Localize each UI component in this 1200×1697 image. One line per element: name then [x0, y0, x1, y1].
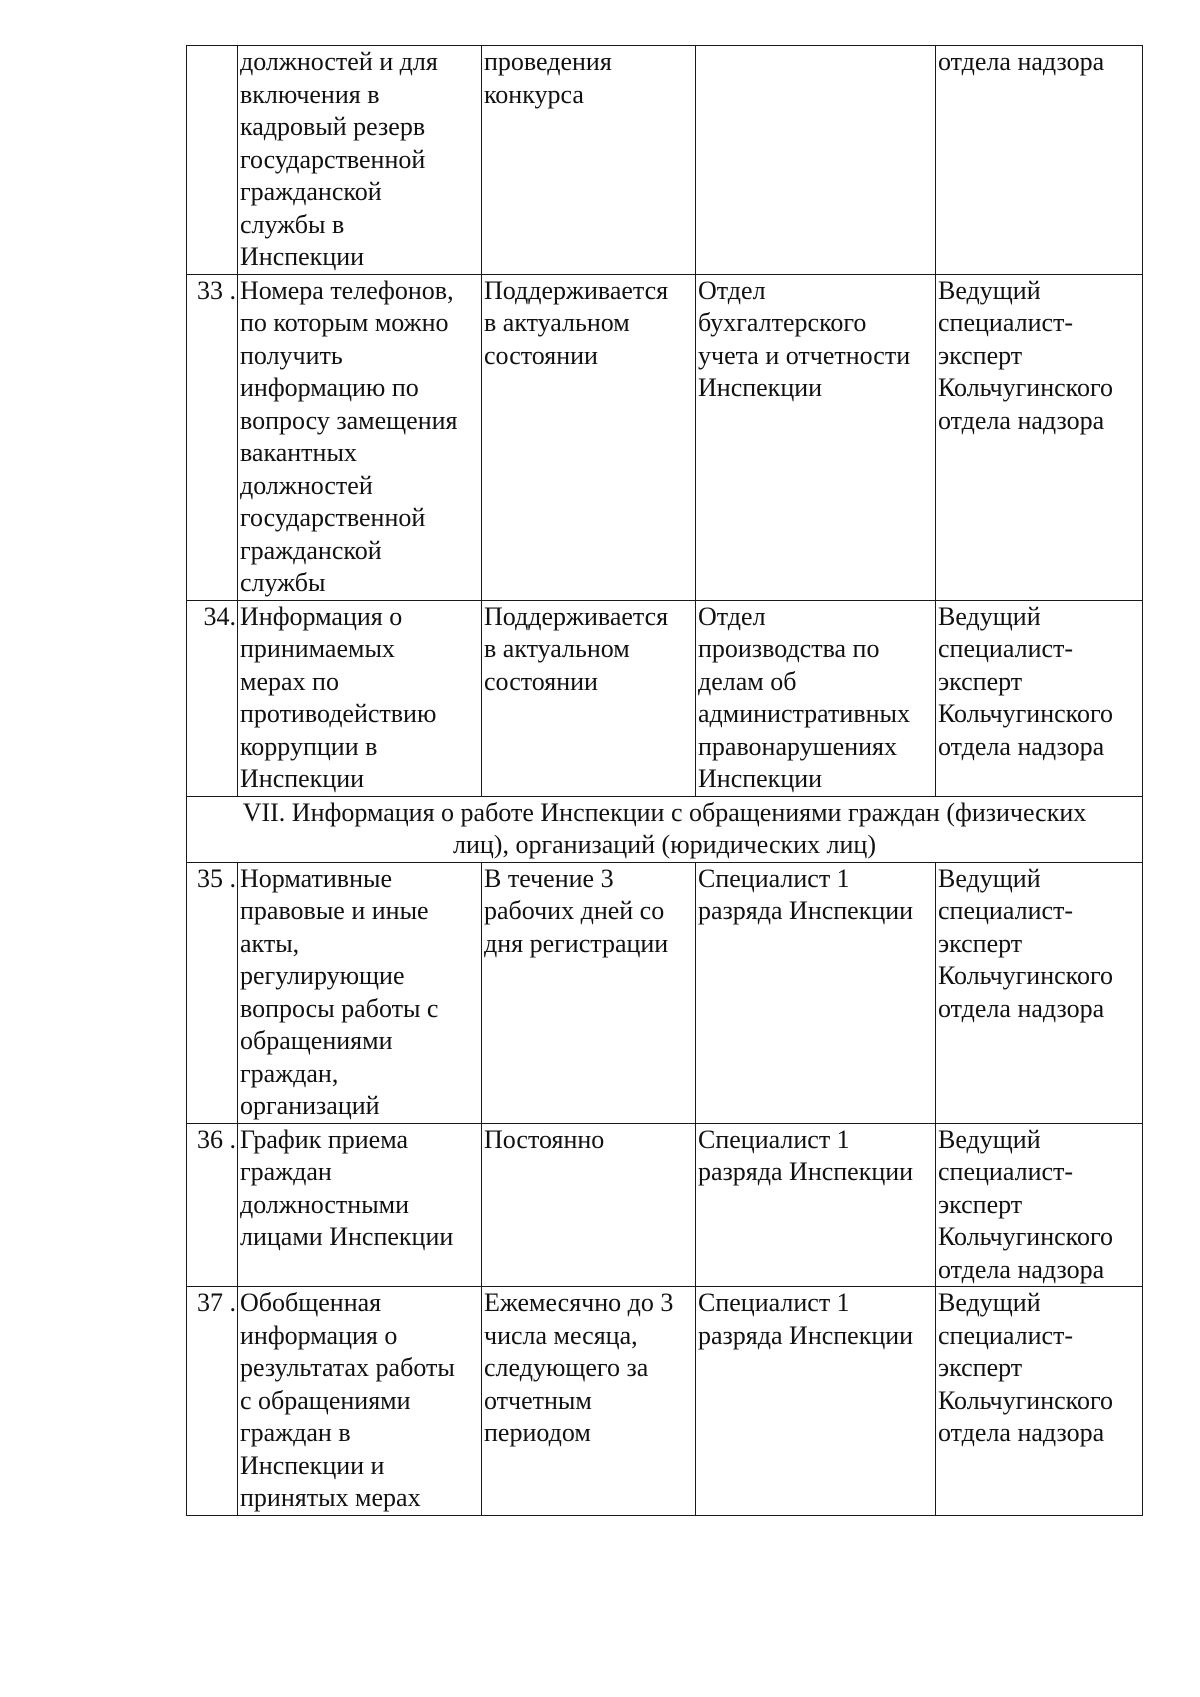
cell-text-line: должностей [240, 470, 373, 500]
responsible-dept-cell [696, 274, 936, 600]
cell-text-line: отдела надзора [938, 1418, 1105, 1447]
cell-text-line: получить [240, 340, 343, 370]
schedule-cell [482, 274, 696, 600]
cell-text-line: государственной [240, 503, 426, 532]
cell-text-line: с обращениями [240, 1385, 411, 1415]
cell-text-line: бухгалтерского [698, 308, 867, 337]
item-cell [238, 1287, 482, 1516]
cell-text-line: производства по [698, 634, 880, 663]
section-heading-row [187, 796, 1143, 862]
schedule-cell [482, 600, 696, 796]
schedule-cell [482, 1123, 696, 1287]
cell-text-line: в актуальном [484, 308, 630, 337]
cell-text-line: должностей и для [240, 47, 438, 76]
publisher-cell [936, 46, 1143, 275]
cell-text-line: Ежемесячно до 3 [484, 1288, 674, 1317]
cell-text-line: проведения [484, 47, 612, 76]
table-body [187, 46, 1143, 1516]
cell-text-line: Информация о [240, 601, 403, 631]
cell-text-line: Номера телефонов, [240, 275, 454, 305]
cell-text-line: в актуальном [484, 634, 630, 663]
cell-text-line: отдела надзора [938, 731, 1105, 761]
cell-text-line: Кольчугинского [938, 961, 1113, 990]
row-number: 35 . [187, 862, 238, 1123]
cell-text-line: гражданской [240, 177, 382, 206]
cell-text-line: специалист- [938, 634, 1074, 663]
responsible-dept-cell [696, 1287, 936, 1516]
cell-text-line: числа месяца, [484, 1320, 638, 1350]
cell-text-line: периодом [484, 1418, 591, 1447]
cell-text-line: кадровый резерв [240, 112, 426, 141]
cell-text-line: Инспекции [240, 242, 365, 271]
row-number: 36 . [187, 1123, 238, 1287]
cell-text-line: Поддерживается [484, 275, 669, 305]
cell-text-line: лицами Инспекции [240, 1222, 454, 1251]
table-row [187, 46, 1143, 275]
cell-text-line: Ведущий [938, 1288, 1041, 1317]
cell-text-line: Отдел [698, 601, 766, 631]
table-row [187, 600, 1143, 796]
cell-text-line: отдела надзора [938, 405, 1105, 435]
cell-text-line: эксперт [938, 666, 1023, 696]
cell-text-line: службы в [240, 209, 345, 239]
cell-text-line: Ведущий [938, 601, 1041, 631]
schedule-cell [482, 1287, 696, 1516]
item-cell [238, 862, 482, 1123]
cell-text-line: Ведущий [938, 1124, 1041, 1154]
cell-text-line: отдела надзора [938, 993, 1105, 1023]
cell-text-line: по которым можно [240, 308, 449, 337]
cell-text-line: Кольчугинского [938, 1385, 1113, 1415]
cell-text-line: Инспекции [698, 764, 823, 793]
cell-text-line: дня регистрации [484, 928, 669, 958]
table-row [187, 862, 1143, 1123]
cell-text-line: правонарушениях [698, 731, 898, 761]
item-cell [238, 600, 482, 796]
schedule-cell [482, 862, 696, 1123]
cell-text-line: специалист- [938, 896, 1074, 925]
cell-text-line: состоянии [484, 340, 598, 370]
cell-text-line: разряда Инспекции [698, 896, 914, 925]
cell-text-line: эксперт [938, 340, 1023, 370]
section-heading-line: VII. Информация о работе Инспекции с обращениями граждан (физических [242, 797, 1087, 827]
row-number [187, 46, 238, 275]
cell-text-line: организаций [240, 1091, 380, 1120]
cell-text-line: Специалист 1 [698, 1288, 850, 1317]
cell-text-line: принимаемых [240, 634, 395, 663]
cell-text-line: гражданской [240, 535, 382, 565]
cell-text-line: регулирующие [240, 961, 405, 990]
cell-text-line: вопросу замещения [240, 405, 458, 435]
cell-text-line: Кольчугинского [938, 373, 1113, 402]
cell-text-line: Инспекции и [240, 1450, 385, 1480]
cell-text-line: В течение 3 [484, 863, 614, 893]
cell-text-line: Специалист 1 [698, 863, 850, 893]
publisher-cell [936, 862, 1143, 1123]
cell-text-line: акты, [240, 928, 300, 958]
cell-text-line: граждан, [240, 1058, 339, 1088]
cell-text-line: граждан в [240, 1418, 351, 1447]
cell-text-line: информацию по [240, 373, 419, 402]
cell-text-line: административных [698, 699, 910, 728]
cell-text-line: специалист- [938, 1157, 1074, 1186]
item-cell [238, 1123, 482, 1287]
cell-text-line: результатах работы [240, 1353, 455, 1382]
row-number: 37 . [187, 1287, 238, 1516]
cell-text-line: Инспекции [240, 764, 365, 793]
cell-text-line: эксперт [938, 1353, 1023, 1382]
cell-text-line: принятых мерах [240, 1483, 421, 1512]
responsible-dept-cell [696, 862, 936, 1123]
cell-text-line: Поддерживается [484, 601, 669, 631]
cell-text-line: специалист- [938, 1320, 1074, 1350]
table-row [187, 1123, 1143, 1287]
cell-text-line: делам об [698, 666, 797, 696]
cell-text-line: отдела надзора [938, 47, 1105, 76]
publisher-cell [936, 600, 1143, 796]
cell-text-line: рабочих дней со [484, 896, 665, 925]
cell-text-line: противодействию [240, 699, 437, 728]
cell-text-line: Ведущий [938, 275, 1041, 305]
cell-text-line: службы [240, 568, 326, 597]
cell-text-line: коррупции в [240, 731, 378, 761]
publisher-cell [936, 1287, 1143, 1516]
cell-text-line: Кольчугинского [938, 1222, 1113, 1251]
table-row [187, 1287, 1143, 1516]
cell-text-line: Постоянно [484, 1124, 605, 1154]
item-cell [238, 46, 482, 275]
cell-text-line: граждан [240, 1157, 332, 1186]
cell-text-line: отчетным [484, 1385, 592, 1415]
cell-text-line: Обобщенная [240, 1288, 382, 1317]
schedule-cell [482, 46, 696, 275]
publisher-cell [936, 1123, 1143, 1287]
cell-text-line: информация о [240, 1320, 398, 1350]
cell-text-line: учета и отчетности [698, 340, 911, 370]
cell-text-line: вопросы работы с [240, 993, 439, 1023]
cell-text-line: конкурса [484, 79, 584, 109]
cell-text-line: Кольчугинского [938, 699, 1113, 728]
cell-text-line: разряда Инспекции [698, 1320, 914, 1350]
responsible-dept-cell [696, 600, 936, 796]
row-number: 34. [187, 600, 238, 796]
cell-text-line: вакантных [240, 438, 357, 467]
cell-text-line: Нормативные [240, 863, 393, 893]
document-table [186, 45, 1143, 1516]
section-heading-line: лиц), организаций (юридических лиц) [453, 830, 876, 859]
row-number: 33 . [187, 274, 238, 600]
cell-text-line: состоянии [484, 666, 598, 696]
cell-text-line: Инспекции [698, 373, 823, 402]
responsible-dept-cell [696, 46, 936, 275]
cell-text-line: разряда Инспекции [698, 1157, 914, 1186]
cell-text-line: правовые и иные [240, 896, 429, 925]
cell-text-line: эксперт [938, 1189, 1023, 1219]
publisher-cell [936, 274, 1143, 600]
item-cell [238, 274, 482, 600]
cell-text-line: обращениями [240, 1026, 393, 1055]
cell-text-line: Отдел [698, 275, 766, 305]
cell-text-line: отдела надзора [938, 1254, 1105, 1284]
cell-text-line: График приема [240, 1124, 409, 1154]
cell-text-line: должностными [240, 1189, 410, 1219]
responsible-dept-cell [696, 1123, 936, 1287]
cell-text-line: Ведущий [938, 863, 1041, 893]
cell-text-line: мерах по [240, 666, 339, 696]
cell-text-line: эксперт [938, 928, 1023, 958]
table-row [187, 274, 1143, 600]
cell-text-line: государственной [240, 144, 426, 174]
cell-text-line: следующего за [484, 1353, 649, 1382]
cell-text-line: специалист- [938, 308, 1074, 337]
section-heading [187, 796, 1143, 862]
cell-text-line: включения в [240, 79, 380, 109]
cell-text-line: Специалист 1 [698, 1124, 850, 1154]
